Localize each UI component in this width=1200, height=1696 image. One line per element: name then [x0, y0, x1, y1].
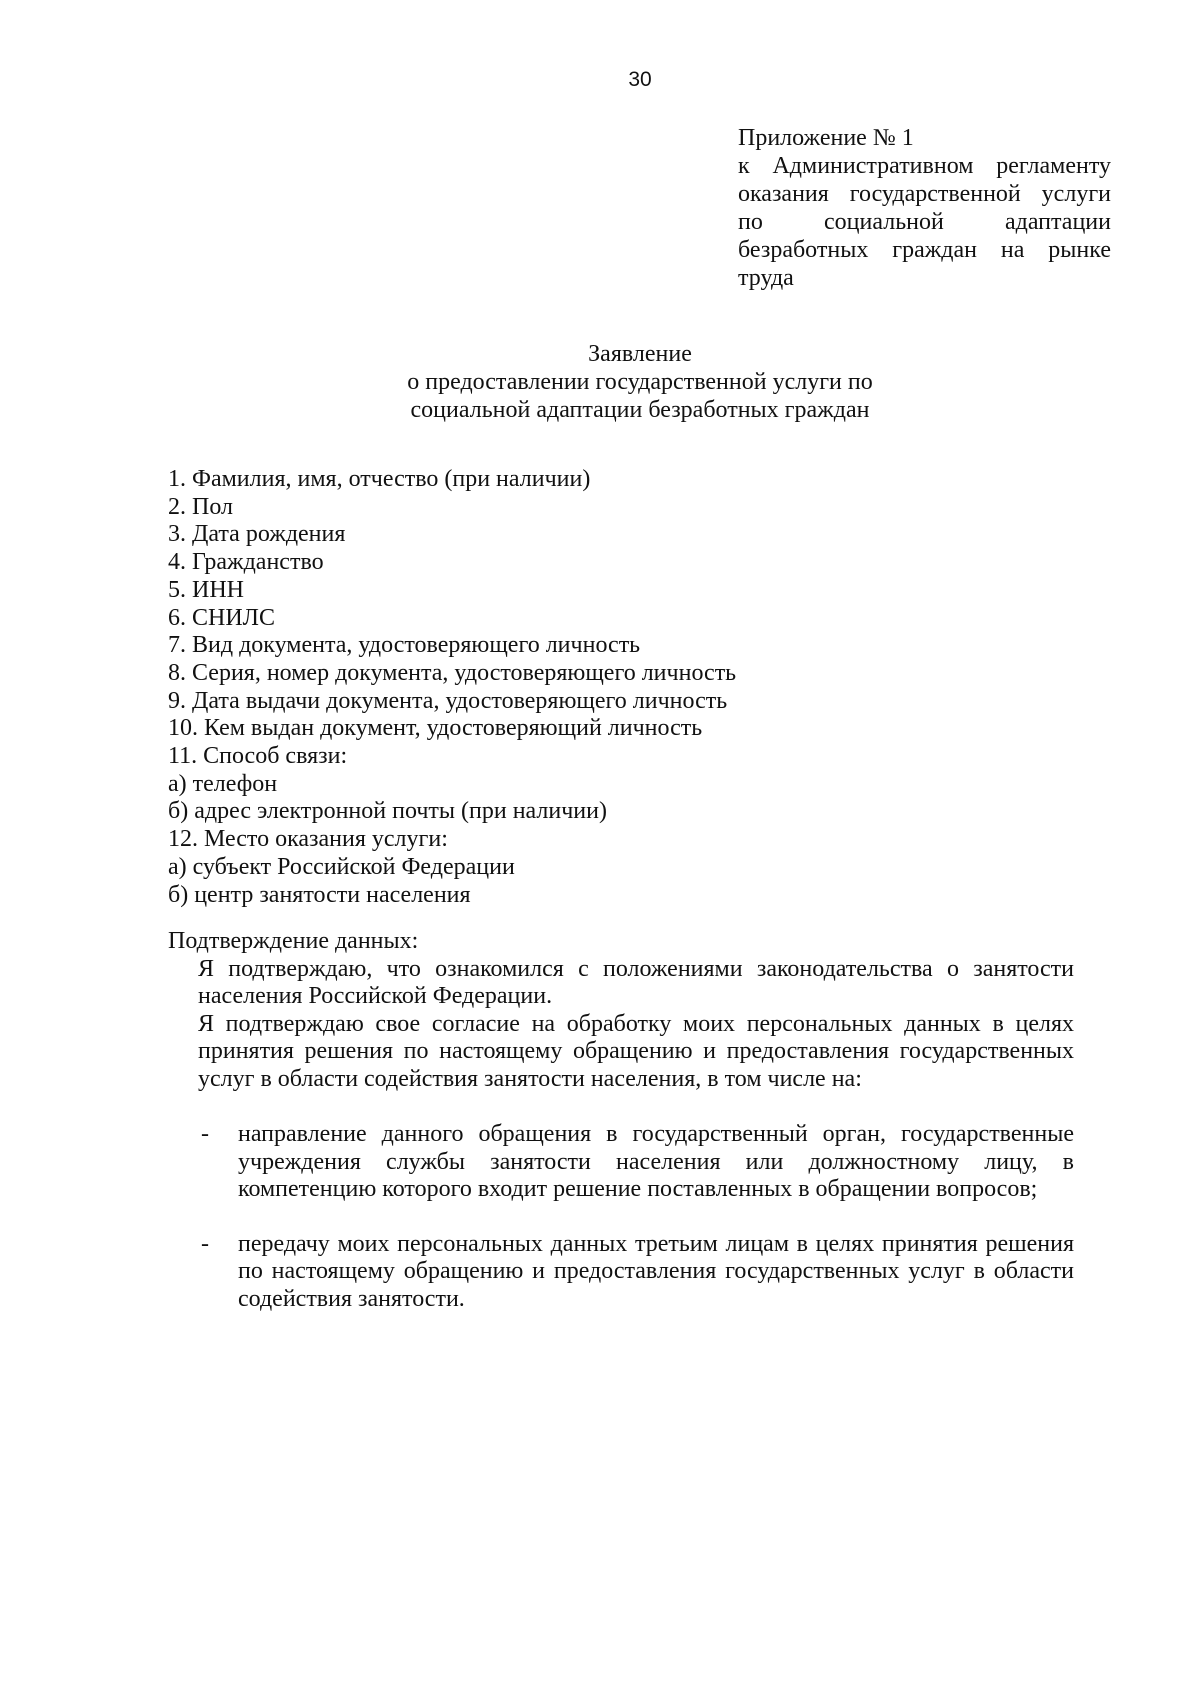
field-item: а) субъект Российской Федерации	[168, 853, 515, 880]
field-item: 3. Дата рождения	[168, 521, 346, 548]
field-item: 5. ИНН	[168, 576, 244, 603]
bullet-dash: -	[201, 1230, 209, 1257]
annex-reference: к Административном регламенту оказания государственной услуги по социальной адаптации безработных граждан на рынке труда	[738, 153, 1111, 291]
field-item: 6. СНИЛС	[168, 604, 275, 631]
bullet-dash: -	[201, 1121, 209, 1147]
field-item: 8. Серия, номер документа, удостоверяющего личность	[168, 659, 737, 686]
field-item: 10. Кем выдан документ, удостоверяющий личность	[168, 715, 703, 742]
field-item: б) центр занятости населения	[168, 881, 471, 908]
page-number: 30	[628, 68, 652, 91]
field-item: 2. Пол	[168, 493, 233, 520]
field-item: а) телефон	[168, 770, 278, 797]
application-title-subject: о предоставлении государственной услуги по социальной адаптации безработных граждан	[407, 369, 873, 423]
consent-bullet-text: передачу моих персональных данных третьим лицам в целях принятия решения по настоящему обращению и предоставления государственных услуг в области содействия занятости.	[238, 1230, 1074, 1312]
annex-header	[738, 124, 1111, 292]
data-confirmation-section	[168, 928, 1074, 1340]
annex-title: Приложение № 1	[738, 125, 914, 151]
field-item: 9. Дата выдачи документа, удостоверяющего личность	[168, 687, 728, 714]
field-item: 11. Способ связи:	[168, 743, 348, 770]
application-title-main: Заявление	[588, 341, 692, 367]
field-item: 4. Гражданство	[168, 549, 324, 576]
application-title	[250, 340, 1030, 424]
application-fields-list	[168, 466, 1068, 909]
field-item: 7. Вид документа, удостоверяющего личность	[168, 632, 641, 659]
field-item: 1. Фамилия, имя, отчество (при наличии)	[168, 466, 591, 492]
consent-bullet-item	[168, 1121, 1074, 1204]
field-item: 12. Место оказания услуги:	[168, 826, 448, 853]
field-item: б) адрес электронной почты (при наличии)	[168, 798, 607, 825]
consent-bullet-text: направление данного обращения в государственный орган, государственные учреждения службы занятости населения или должностному лицу, в компетенцию которого входит решение поставленных в обращении вопросов;	[238, 1121, 1074, 1202]
confirmation-paragraph-law: Я подтверждаю, что ознакомился с положениями законодательства о занятости населения Российской Федерации.	[198, 955, 1074, 1009]
consent-bullet-item	[168, 1231, 1074, 1314]
confirmation-paragraph-consent: Я подтверждаю свое согласие на обработку моих персональных данных в целях принятия решения по настоящему обращению и предоставления государственных услуг в области содействия занятости населения, в том числе на:	[198, 1010, 1074, 1092]
consent-bullet-list	[168, 1121, 1074, 1313]
confirmation-heading: Подтверждение данных:	[168, 928, 419, 954]
